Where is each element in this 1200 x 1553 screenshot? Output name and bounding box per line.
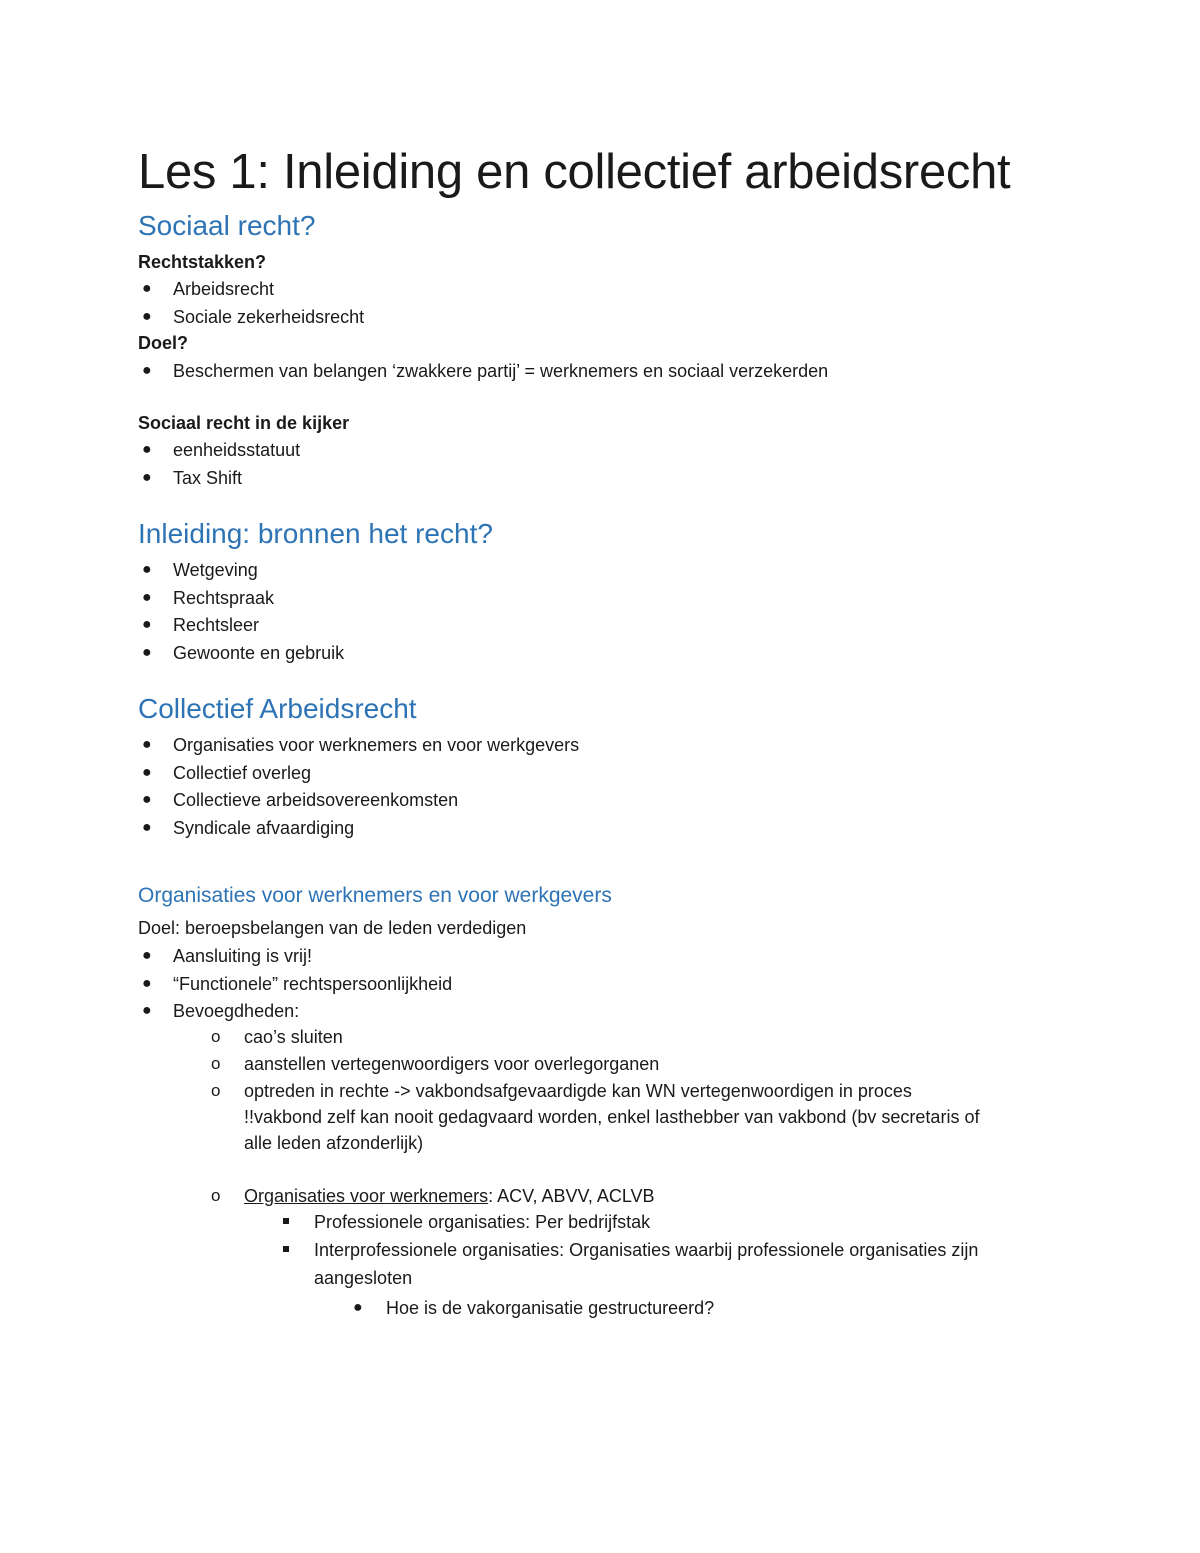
bullet-icon: ● [142, 616, 152, 633]
list-item: Organisaties voor werknemers en voor werkgevers [173, 735, 580, 755]
list-item: Tax Shift [173, 468, 243, 488]
list-item: Collectieve arbeidsovereenkomsten [173, 790, 459, 810]
bullet-icon: ● [142, 736, 152, 753]
list-item: Sociale zekerheidsrecht [173, 307, 365, 327]
bullet-icon: ● [142, 280, 152, 297]
label-kijker: Sociaal recht in de kijker [138, 413, 350, 433]
circle-bullet-icon: o [211, 1054, 221, 1073]
list-item: Beschermen van belangen ‘zwakkere partij’ = werknemers en sociaal verzekerden [173, 361, 829, 381]
list-item: “Functionele” rechtspersoonlijkheid [173, 974, 453, 994]
bullet-icon: ● [142, 947, 152, 964]
heading-sociaal-recht: Sociaal recht? [138, 210, 316, 241]
list-item: Arbeidsrecht [173, 279, 275, 299]
sub-list-item: optreden in rechte -> vakbondsafgevaardigde kan WN vertegenwoordigen in proces [244, 1081, 912, 1101]
bullet-icon: ● [142, 561, 152, 578]
list-item: Aansluiting is vrij! [173, 946, 313, 966]
circle-bullet-icon: o [211, 1027, 221, 1046]
deep-list-item: Hoe is de vakorganisatie gestructureerd? [386, 1298, 715, 1318]
sub-sub-list-item: Interprofessionele organisaties: Organisaties waarbij professionele organisaties zijn [314, 1240, 979, 1260]
circle-bullet-icon: o [211, 1081, 221, 1100]
sub-list-item: cao’s sluiten [244, 1027, 343, 1047]
bullet-icon: ● [142, 819, 152, 836]
square-bullet-icon [283, 1218, 289, 1224]
sub-list-item-continued: alle leden afzonderlijk) [244, 1133, 424, 1153]
heading-organisaties: Organisaties voor werknemers en voor werkgevers [138, 884, 612, 907]
list-item: Collectief overleg [173, 763, 312, 783]
page-title: Les 1: Inleiding en collectief arbeidsrecht [138, 145, 1011, 199]
bullet-icon: ● [353, 1299, 363, 1316]
heading-collectief: Collectief Arbeidsrecht [138, 693, 417, 724]
list-item: eenheidsstatuut [173, 440, 301, 460]
label-rechtstakken: Rechtstakken? [138, 252, 267, 272]
sub-list-item-continued: !!vakbond zelf kan nooit gedagvaard worden, enkel lasthebber van vakbond (bv secretaris of [244, 1107, 980, 1127]
bullet-icon: ● [142, 644, 152, 661]
sub-sub-list-item-continued: aangesloten [314, 1268, 413, 1288]
list-item: Rechtspraak [173, 588, 275, 608]
bullet-icon: ● [142, 975, 152, 992]
bullet-icon: ● [142, 764, 152, 781]
bullet-icon: ● [142, 308, 152, 325]
list-item: Syndicale afvaardiging [173, 818, 355, 838]
doel-line: Doel: beroepsbelangen van de leden verdedigen [138, 918, 527, 938]
sub-sub-list-item: Professionele organisaties: Per bedrijfstak [314, 1212, 651, 1232]
label-doel: Doel? [138, 333, 189, 353]
list-item: Rechtsleer [173, 615, 260, 635]
list-item: Gewoonte en gebruik [173, 643, 345, 663]
bullet-icon: ● [142, 362, 152, 379]
bullet-icon: ● [142, 791, 152, 808]
list-item: Bevoegdheden: [173, 1001, 300, 1021]
list-item: Wetgeving [173, 560, 258, 580]
bullet-icon: ● [142, 469, 152, 486]
sub-list-item: aanstellen vertegenwoordigers voor overlegorganen [244, 1054, 660, 1074]
heading-bronnen: Inleiding: bronnen het recht? [138, 518, 493, 549]
bullet-icon: ● [142, 1002, 152, 1019]
circle-bullet-icon: o [211, 1186, 221, 1205]
bullet-icon: ● [142, 589, 152, 606]
werknemers-rest: : ACV, ABVV, ACLVB [488, 1186, 655, 1206]
sub-list-item [244, 1185, 655, 1207]
bullet-icon: ● [142, 441, 152, 458]
square-bullet-icon [283, 1246, 289, 1252]
werknemers-label: Organisaties voor werknemers [244, 1186, 489, 1206]
